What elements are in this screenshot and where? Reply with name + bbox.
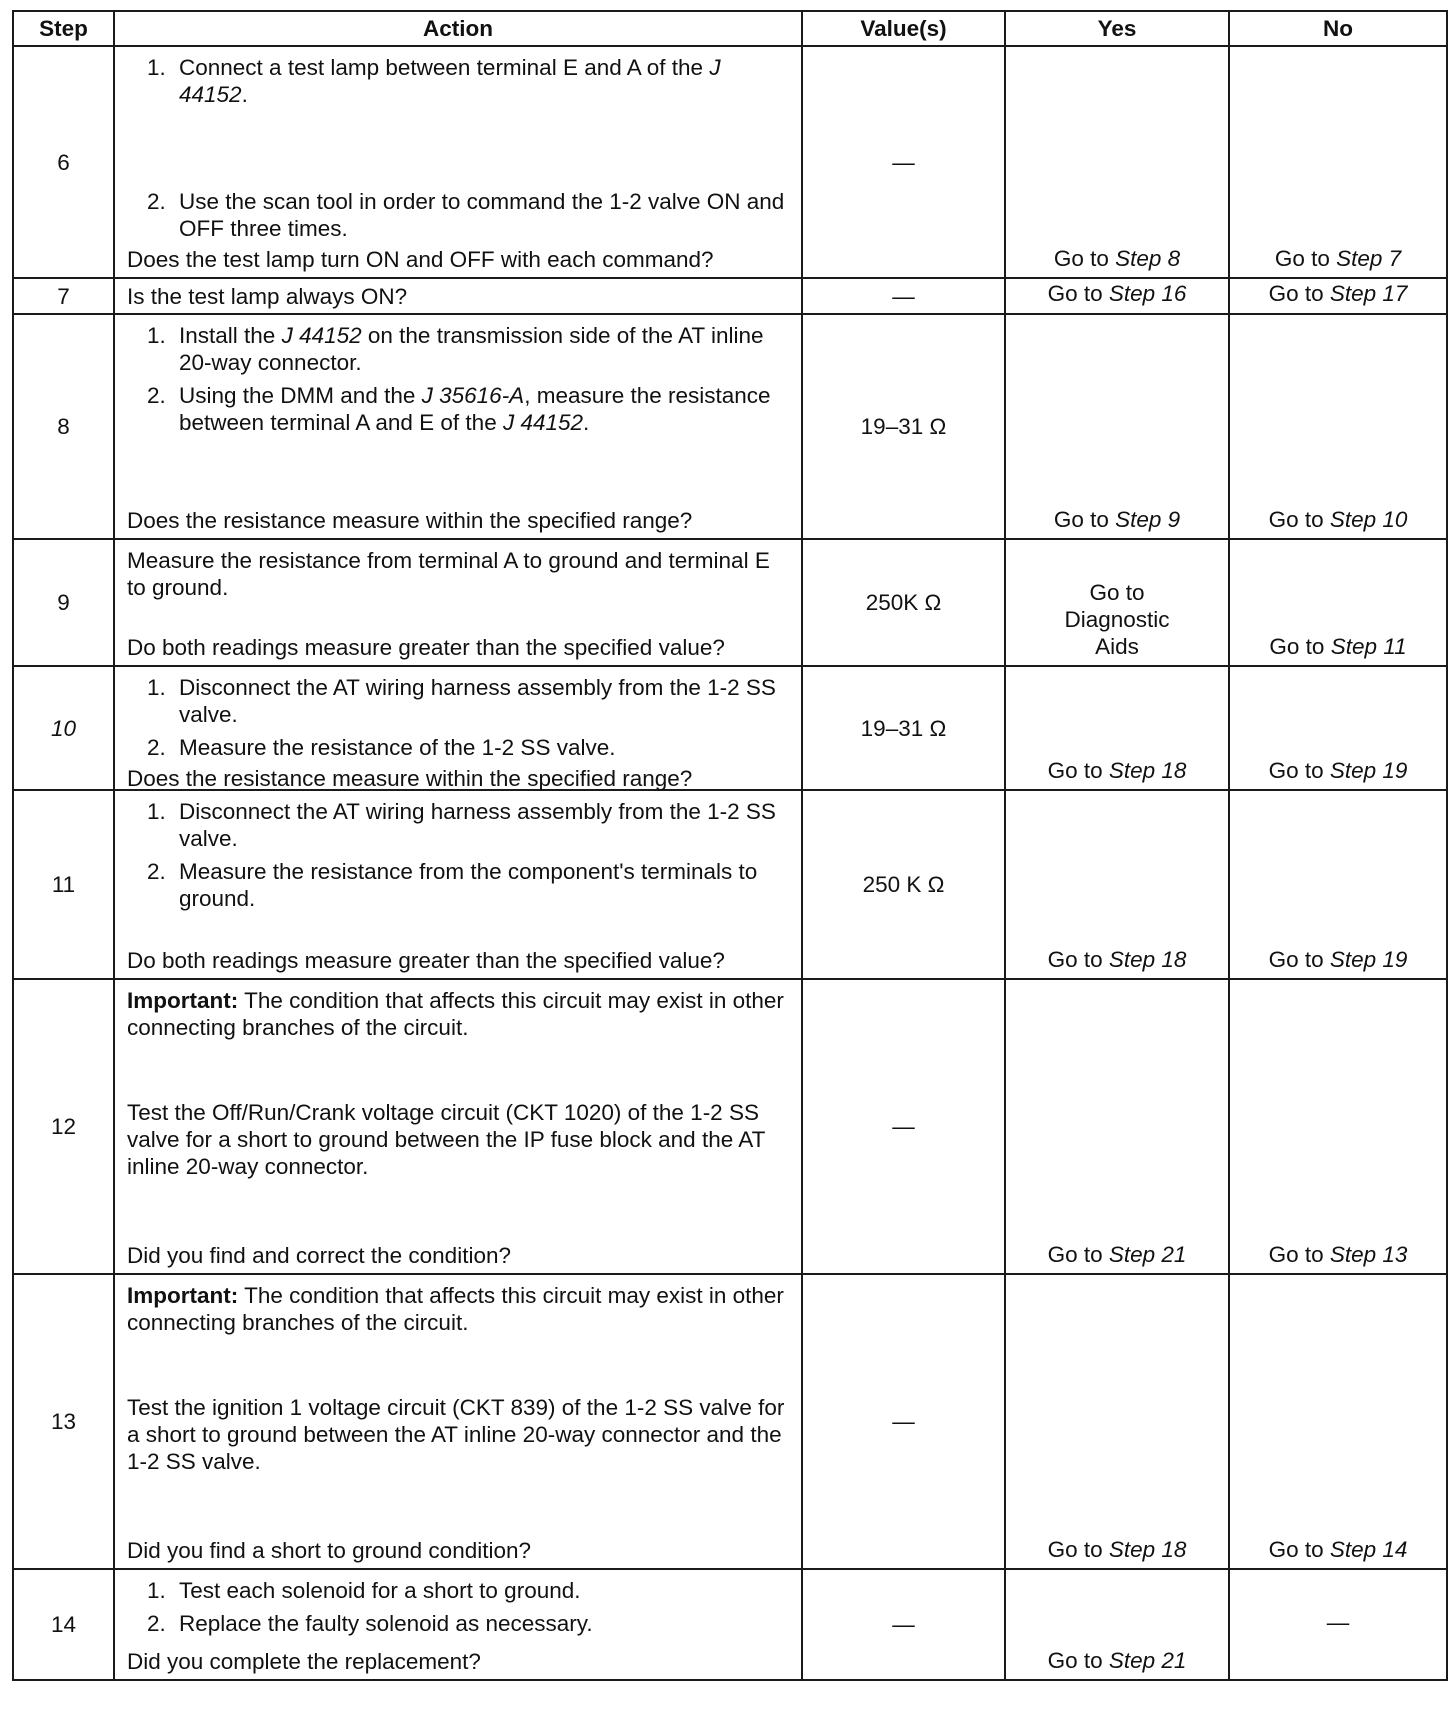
action-cell — [114, 46, 802, 278]
step-number: 12 — [13, 979, 114, 1274]
paragraph-text: Test the Off/Run/Crank voltage circuit (CKT 1020) of the 1-2 SS valve for a short to ground between the IP fuse block and the AT inline 20-way connector. — [127, 1100, 765, 1179]
value-cell: 250K Ω — [802, 539, 1005, 666]
action-cell — [114, 979, 802, 1274]
value-cell: — — [802, 46, 1005, 278]
list-item: 1. Test each solenoid for a short to ground. — [147, 1578, 581, 1603]
list-item: 2. Replace the faulty solenoid as necessary. — [147, 1611, 593, 1636]
header-values: Value(s) — [802, 11, 1005, 46]
action-cell — [114, 790, 802, 979]
step-number: 8 — [13, 314, 114, 539]
question-text: Did you find and correct the condition? — [127, 1243, 511, 1268]
question-text: Did you complete the replacement? — [127, 1649, 481, 1674]
yes-cell: Go to Step 18 — [1005, 666, 1229, 790]
step-number: 11 — [13, 790, 114, 979]
paragraph-text: Measure the resistance from terminal A to ground and terminal E to ground. — [127, 548, 770, 600]
question-text: Does the resistance measure within the specified range? — [127, 766, 693, 791]
no-cell: Go to Step 10 — [1229, 314, 1447, 539]
diagnostic-table — [12, 10, 1448, 1681]
question-text: Do both readings measure greater than the specified value? — [127, 948, 725, 973]
list-item: 2. Use the scan tool in order to command the 1-2 valve ON and OFF three times. — [147, 189, 785, 241]
important-note: Important: The condition that affects this circuit may exist in other connecting branches of the circuit. — [127, 1283, 784, 1335]
question-text: Is the test lamp always ON? — [127, 284, 408, 309]
table-row — [13, 1569, 1447, 1680]
header-no: No — [1229, 11, 1447, 46]
yes-cell: Go to Step 16 — [1005, 278, 1229, 314]
header-step: Step — [13, 11, 114, 46]
action-cell — [114, 278, 802, 314]
list-item: 2. Using the DMM and the J 35616-A, measure the resistance between terminal A and E of the J 44152. — [147, 383, 771, 435]
list-item: 1. Install the J 44152 on the transmission side of the AT inline 20-way connector. — [147, 323, 764, 375]
table-row — [13, 539, 1447, 666]
yes-cell: Go to Step 21 — [1005, 1569, 1229, 1680]
table-row — [13, 278, 1447, 314]
value-cell: 250 K Ω — [802, 790, 1005, 979]
table-row — [13, 46, 1447, 278]
question-text: Does the resistance measure within the specified range? — [127, 508, 693, 533]
list-item: 1. Disconnect the AT wiring harness assembly from the 1-2 SS valve. — [147, 799, 776, 851]
no-cell: Go to Step 17 — [1229, 278, 1447, 314]
list-item: 2. Measure the resistance from the component's terminals to ground. — [147, 859, 758, 911]
important-note: Important: The condition that affects this circuit may exist in other connecting branches of the circuit. — [127, 988, 784, 1040]
action-cell — [114, 314, 802, 539]
yes-cell: Go to Step 18 — [1005, 1274, 1229, 1569]
step-number: 13 — [13, 1274, 114, 1569]
yes-cell: Go to Diagnostic Aids — [1005, 539, 1229, 666]
list-item: 1. Disconnect the AT wiring harness assembly from the 1-2 SS valve. — [147, 675, 776, 727]
action-cell — [114, 539, 802, 666]
step-number: 14 — [13, 1569, 114, 1680]
header-action: Action — [114, 11, 802, 46]
question-text: Do both readings measure greater than the specified value? — [127, 635, 725, 660]
action-cell — [114, 1274, 802, 1569]
paragraph-text: Test the ignition 1 voltage circuit (CKT 839) of the 1-2 SS valve for a short to ground between the AT inline 20-way connector and the 1-2 SS valve. — [127, 1395, 785, 1474]
list-item: 1. Connect a test lamp between terminal E and A of the J 44152. — [147, 55, 721, 107]
no-cell: Go to Step 19 — [1229, 666, 1447, 790]
value-cell: — — [802, 1569, 1005, 1680]
table-row — [13, 666, 1447, 790]
yes-cell: Go to Step 9 — [1005, 314, 1229, 539]
value-cell: 19–31 Ω — [802, 314, 1005, 539]
table-header-row — [13, 11, 1447, 46]
step-number: 6 — [13, 46, 114, 278]
yes-cell: Go to Step 18 — [1005, 790, 1229, 979]
step-number: 9 — [13, 539, 114, 666]
step-number: 7 — [13, 278, 114, 314]
yes-cell: Go to Step 21 — [1005, 979, 1229, 1274]
table-row — [13, 314, 1447, 539]
no-cell: Go to Step 14 — [1229, 1274, 1447, 1569]
no-cell: Go to Step 7 — [1229, 46, 1447, 278]
value-cell: — — [802, 979, 1005, 1274]
action-cell — [114, 666, 802, 790]
no-cell: Go to Step 11 — [1229, 539, 1447, 666]
table-row — [13, 790, 1447, 979]
step-number: 10 — [13, 666, 114, 790]
yes-cell: Go to Step 8 — [1005, 46, 1229, 278]
list-item: 2. Measure the resistance of the 1-2 SS valve. — [147, 735, 616, 760]
value-cell: 19–31 Ω — [802, 666, 1005, 790]
no-cell: Go to Step 13 — [1229, 979, 1447, 1274]
table-row — [13, 979, 1447, 1274]
header-yes: Yes — [1005, 11, 1229, 46]
value-cell: — — [802, 278, 1005, 314]
no-cell: — — [1229, 1569, 1447, 1680]
value-cell: — — [802, 1274, 1005, 1569]
question-text: Did you find a short to ground condition? — [127, 1538, 532, 1563]
question-text: Does the test lamp turn ON and OFF with each command? — [127, 247, 714, 272]
action-cell — [114, 1569, 802, 1680]
no-cell: Go to Step 19 — [1229, 790, 1447, 979]
table-row — [13, 1274, 1447, 1569]
